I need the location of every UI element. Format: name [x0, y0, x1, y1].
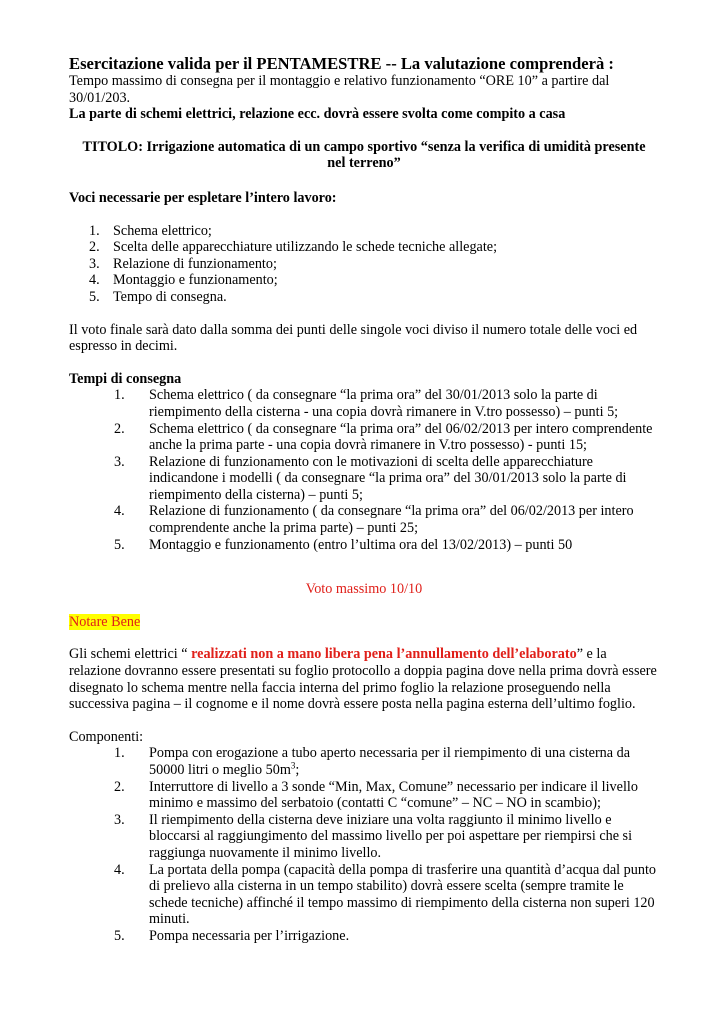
tempi-list: [69, 387, 659, 553]
notare-bene-highlight: Notare Bene: [69, 613, 141, 630]
list-item: 1. Schema elettrico ( da consegnare “la prima ora” del 30/01/2013 solo la parte di riempimento della cisterna - una copia dovrà rimanere in V.tro possesso) – punti 5;: [114, 387, 619, 420]
document-title: Esercitazione valida per il PENTAMESTRE -- La valutazione comprenderà :: [69, 54, 614, 73]
project-title-line1: TITOLO: Irrigazione automatica di un campo sportivo “senza la verifica di umidità presente: [82, 138, 646, 155]
list-item: 2. Interruttore di livello a 3 sonde “Min, Max, Comune” necessario per indicare il livello minimo e massimo del serbatoio (contatti C “comune” – NC – NO in scambio);: [114, 778, 638, 812]
list-item: 4. Relazione di funzionamento ( da consegnare “la prima ora” del 06/02/2013 per intero comprendente anche la prima parte) – punti 25;: [114, 503, 634, 537]
project-title-line2: nel terreno”: [327, 155, 401, 172]
list-item: 2. Scelta delle apparecchiature utilizzando le schede tecniche allegate;: [89, 239, 498, 256]
componenti-heading: Componenti:: [69, 728, 144, 745]
document-page: [69, 54, 659, 945]
list-item: 1. Pompa con erogazione a tubo aperto necessaria per il riempimento di una cisterna da 50000 litri o meglio $50m^3$;: [114, 745, 631, 778]
tempi-heading: Tempi di consegna: [69, 370, 182, 387]
list-item: 1. Schema elettrico;: [89, 222, 212, 239]
list-item: 2. Schema elettrico ( da consegnare “la prima ora” del 06/02/2013 per intero comprendente anche la prima parte - una copia dovrà rimanere in V.tro possesso) - punti 15;: [114, 420, 653, 454]
schemi-paragraph: Gli schemi elettrici “ realizzati non a mano libera pena l’annullamento dell’elaborato” e la relazione dovranno essere presentati su foglio protocollo a doppia pagina dove nella prima dovrà essere disegnato lo schema mentre nella faccia interna del primo foglio la relazione proseguendo nella successiva pagina – il cognome e il nome dovrà essere posta nella pagina esterna dell’ultimo foglio.: [69, 646, 657, 713]
list-item: 5. Pompa necessaria per l’irrigazione.: [114, 927, 350, 944]
voto-finale-text: Il voto finale sarà dato dalla somma dei punti delle singole voci diviso il numero totale delle voci ed espresso in decimi.: [69, 321, 638, 355]
componenti-list: [69, 745, 659, 944]
list-item: 4. La portata della pompa (capacità della pompa di trasferire una quantità d’acqua dal punto di prelievo alla cisterna in un tempo stabilito) dovrà essere scelta (sempre tramite le schede tecniche) affinché il tempo massimo di riempimento della cisterna non superi 120 minuti.: [114, 861, 656, 928]
list-item: 3. Relazione di funzionamento con le motivazioni di scelta delle apparecchiature indicandone i modelli ( da consegnare “la prima ora” del 30/01/2013 solo la parte di riempimento della cisterna) – punti 5;: [114, 453, 627, 503]
schemi-emphasis: realizzati non a mano libera pena l’annullamento dell’elaborato: [191, 646, 577, 663]
list-item: 3. Relazione di funzionamento;: [89, 255, 277, 272]
voto-massimo: Voto massimo 10/10: [305, 581, 423, 598]
voci-heading: Voci necessarie per espletare l’intero lavoro:: [69, 189, 337, 206]
list-item: 4. Montaggio e funzionamento;: [89, 272, 278, 289]
deadline-note: Tempo massimo di consegna per il montaggio e relativo funzionamento “ORE 10” a partire dal 30/01/203.: [69, 73, 610, 106]
homework-note: La parte di schemi elettrici, relazione ecc. dovrà essere svolta come compito a casa: [69, 106, 566, 123]
voci-list: [69, 223, 659, 306]
list-item: 5. Montaggio e funzionamento (entro l’ultima ora del 13/02/2013) – punti 50: [114, 536, 573, 553]
list-item: 5. Tempo di consegna.: [89, 288, 227, 305]
list-item: 3. Il riempimento della cisterna deve iniziare una volta raggiunto il minimo livello e bloccarsi al raggiungimento del massimo livello per poi aspettare per riempirsi che si raggiunga nuovamente il minimo livello.: [114, 811, 633, 861]
